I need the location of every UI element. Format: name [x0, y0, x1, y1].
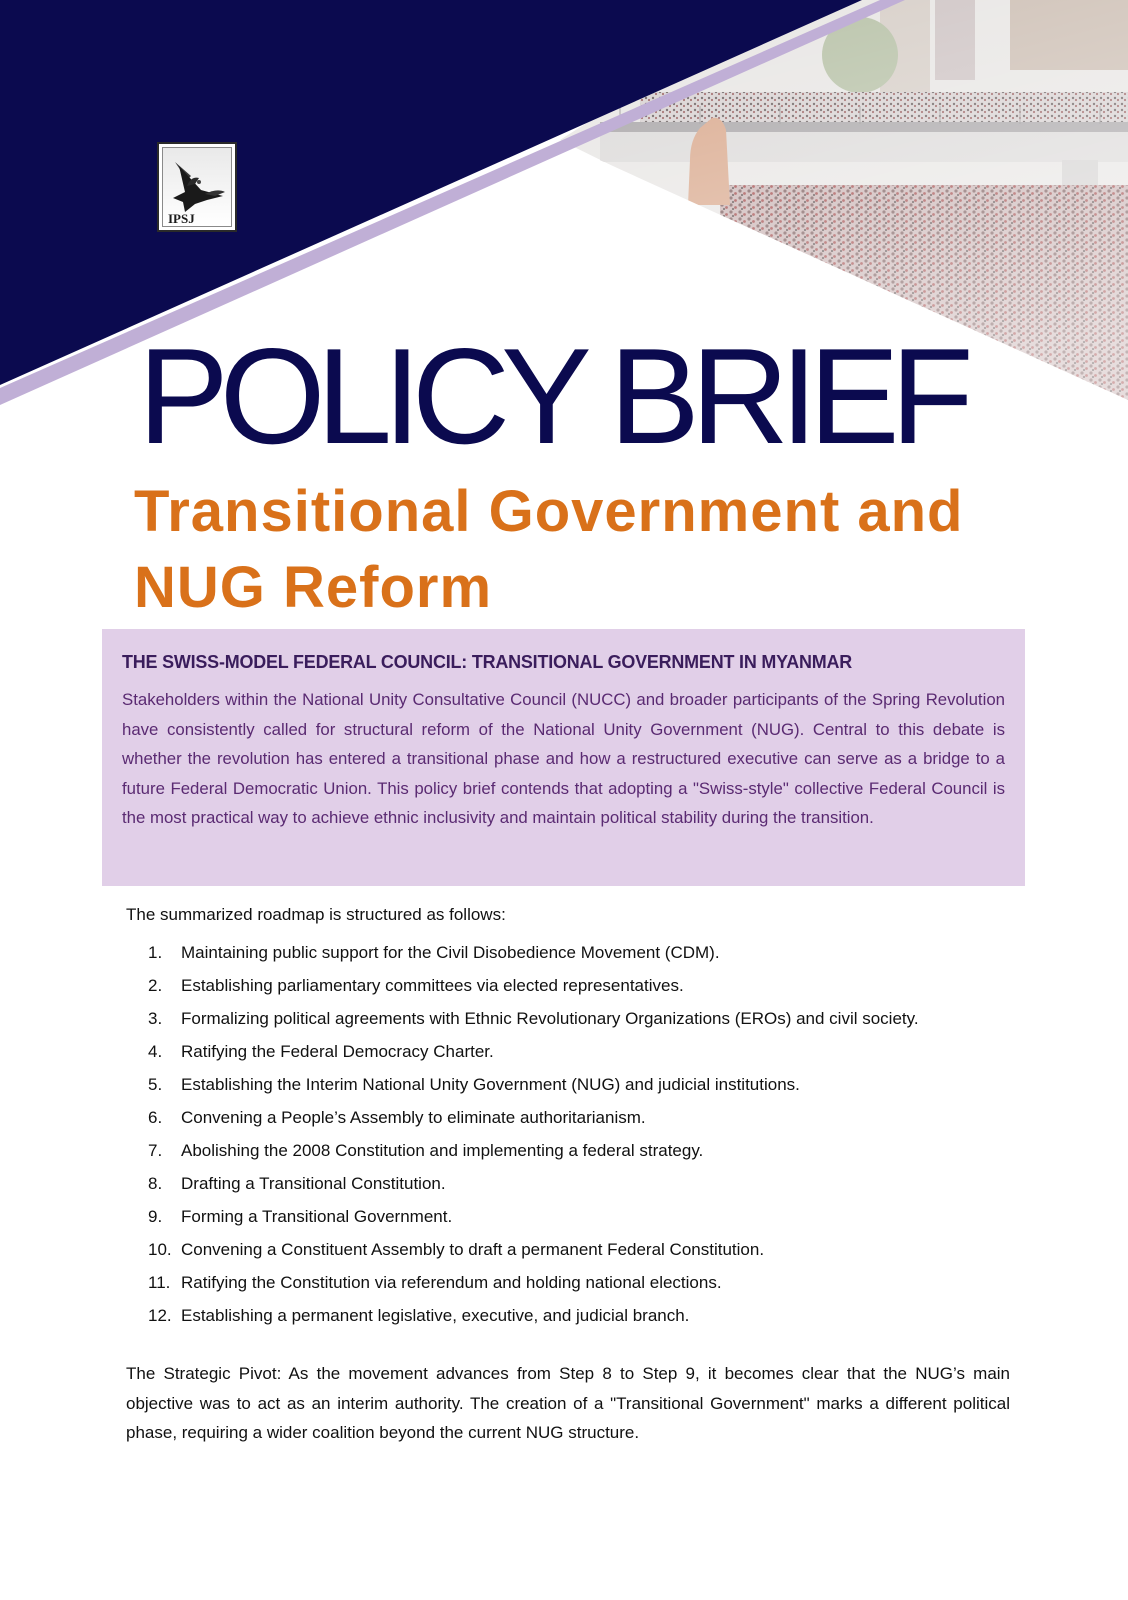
list-item-text: Convening a People’s Assembly to eliminate authoritarianism.: [181, 1107, 646, 1127]
list-item-number: 11.: [148, 1272, 171, 1292]
roadmap-intro: The summarized roadmap is structured as follows:: [126, 905, 506, 924]
list-item-text: Abolishing the 2008 Constitution and implementing a federal strategy.: [181, 1140, 704, 1160]
ipsj-logo: [157, 142, 237, 232]
list-item-number: 3.: [148, 1008, 163, 1028]
list-item: [126, 1134, 1010, 1167]
strategic-pivot-paragraph: The Strategic Pivot: As the movement advances from Step 8 to Step 9, it becomes clear that the NUG’s main objective was to act as an interim authority. The creation of a "Transitional Government" marks a different political phase, requiring a wider coalition beyond the current NUG structure.: [126, 1364, 1010, 1442]
list-item: [126, 1200, 1010, 1233]
page-subtitle: Transitional Government and NUG Reform: [134, 479, 964, 620]
list-item-text: Establishing the Interim National Unity Government (NUG) and judicial institutions.: [181, 1074, 800, 1094]
page-title: POLICY BRIEF: [138, 320, 965, 472]
summary-heading: THE SWISS-MODEL FEDERAL COUNCIL: TRANSITIONAL GOVERNMENT IN MYANMAR: [122, 651, 853, 672]
list-item-number: 9.: [148, 1206, 163, 1226]
list-item-text: Establishing parliamentary committees via elected representatives.: [181, 975, 684, 995]
list-item-number: 5.: [148, 1074, 163, 1094]
list-item-number: 12.: [148, 1305, 172, 1325]
list-item-text: Ratifying the Federal Democracy Charter.: [181, 1041, 494, 1061]
list-item: [126, 1068, 1010, 1101]
list-item: [126, 936, 1010, 969]
list-item-text: Drafting a Transitional Constitution.: [181, 1173, 446, 1193]
summary-box: [102, 629, 1025, 886]
list-item-number: 8.: [148, 1173, 163, 1193]
list-item: [126, 1266, 1010, 1299]
list-item-text: Convening a Constituent Assembly to draft a permanent Federal Constitution.: [181, 1239, 765, 1259]
list-item-text: Maintaining public support for the Civil Disobedience Movement (CDM).: [181, 942, 720, 962]
logo-text: IPSJ: [168, 211, 195, 226]
list-item-number: 1.: [148, 942, 163, 962]
roadmap-section: [126, 902, 1010, 1332]
eagle-icon: [165, 150, 229, 226]
list-item-number: 7.: [148, 1140, 163, 1160]
list-item-text: Ratifying the Constitution via referendum and holding national elections.: [181, 1272, 722, 1292]
list-item: [126, 1002, 1010, 1035]
list-item-text: Establishing a permanent legislative, executive, and judicial branch.: [181, 1305, 690, 1325]
list-item: [126, 1299, 1010, 1332]
list-item: [126, 1101, 1010, 1134]
list-item-number: 10.: [148, 1239, 172, 1259]
summary-text: Stakeholders within the National Unity Consultative Council (NUCC) and broader participants of the Spring Revolution have consistently called for structural reform of the National Unity Government (NUG). Central to this debate is whether the revolution has entered a transitional phase and how a restructured executive can serve as a bridge to a future Federal Democratic Union. This policy brief contends that adopting a "Swiss-style" collective Federal Council is the most practical way to achieve ethnic inclusivity and maintain political stability during the transition.: [122, 690, 1005, 827]
list-item-text: Forming a Transitional Government.: [181, 1206, 453, 1226]
list-item-number: 2.: [148, 975, 163, 995]
list-item: [126, 1233, 1010, 1266]
list-item-number: 6.: [148, 1107, 163, 1127]
roadmap-list: [126, 936, 1010, 1332]
list-item: [126, 969, 1010, 1002]
list-item: [126, 1035, 1010, 1068]
list-item-text: Formalizing political agreements with Ethnic Revolutionary Organizations (EROs) and civil society.: [181, 1008, 919, 1028]
list-item-number: 4.: [148, 1041, 163, 1061]
list-item: [126, 1167, 1010, 1200]
